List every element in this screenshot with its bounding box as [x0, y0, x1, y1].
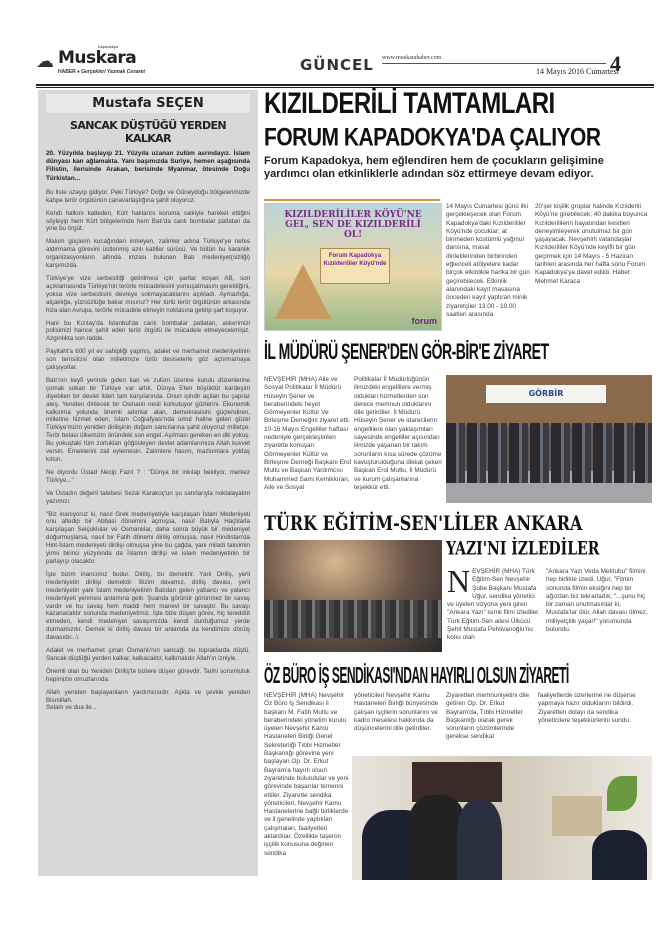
- person: [457, 800, 502, 880]
- article4-headline: ÖZ BÜRO İŞ SENDİKASI'NDAN HAYIRLI OLSUN ZİYARETİ: [264, 662, 569, 689]
- drop-cap: N: [447, 563, 471, 599]
- article3-col2: "Ankara Yazı Veda Mektubu" filmini hep birlikte izledi. Uğur, "Filmin sonunda filmin eksiğini hep bir ağızdan biz tekrarladık; "...şunu hiç bir zaman unutmasınlar ki, Mustafa'lar ölür, Allah davası ölmez, milliyetçilik yaşar!" yorumunda bulundu.: [546, 568, 648, 634]
- article4-office-photo: [352, 756, 652, 880]
- article4-col2: yöneticileri Nevşehir Kamu Hastaneleri Birliği bünyesinde çalışan işçilerin sorunlarını ve kadro meselesi hakkında da düşüncelerini dile getirdiler.: [354, 692, 439, 733]
- column-paragraph: Önemli olan bu Yeniden Diriliş'te bizlere düşen görevdir. Tarihi sorumluluk hepimizin omuzlarında.: [46, 667, 250, 683]
- website-url: www.muskarahaber.com: [382, 55, 442, 61]
- article1-headline-2: FORUM KAPADOKYA'DA ÇALIYOR: [264, 124, 601, 152]
- column-author: Mustafa SEÇEN: [46, 94, 250, 113]
- column-paragraph: Allah yeniden başlayanların yardımcısıdır. Aşkla ve şevkle yeniden Bismillah. Selam ve dua ile...: [46, 688, 250, 712]
- gorbir-sign: GÖRBİR: [486, 385, 606, 403]
- logo-sub: HABER ♦ Gerçekleri Yazmak Cesaret: [58, 69, 146, 75]
- header-rule: [36, 84, 654, 86]
- forum-logo: forum: [411, 316, 437, 326]
- column-lead: 20. Yüzyılda başlayıp 21. Yüzyıla uzanan zulüm asrındayız. İslam dünyası kan ağlamakta. Yanı başımızda Suriye, hemen aşağısında Filistin, ilerisinde Arakan, berisinde Myanmar, ötesinde Doğu Türkistan...: [46, 150, 250, 182]
- section-name: GÜNCEL: [300, 56, 374, 74]
- person: [592, 830, 647, 880]
- header-divider: [382, 63, 606, 64]
- article1-poster-image: [264, 203, 442, 331]
- logo-name: Muskara: [58, 48, 137, 68]
- page-number: 4: [610, 51, 621, 76]
- column-paragraph: "Biz inanıyoruz ki, nasıl Grek medeniyetiyle karşılaşan İslam Medeniyeti onu altedip bir Abbasi dönemini açmışsa, nasıl Batıyla Haçlılarla karşılaşan Selçuklular ve Osmanlılar, daha sonra büyük bir medeniyet doğurmuşlarsa, nasıl bir Fatih dönemi diriliş olmuşsa, nasıl Hindistan'da Hint-İslam medeniyeti dirilişi olmuşsa yine bu çağda, yani miladi takvimin yirmi birinci yüzyılında da İslamın dirilişi ve islam medeniyetinin bir parlayışı olacaktır.: [46, 510, 250, 565]
- logo-small-text: Kapadokya: [98, 44, 119, 49]
- issue-date: 14 Mayıs 2016 Cumartesi: [536, 67, 619, 76]
- article2-col1: NEVŞEHİR (MHA) Aile ve Sosyal Politikalar İl Müdürü Hüseyin Şener ve beraberindeki heyet Görmeyenler Kültür Ve Birleşme Demeğini ziyaret etti. 10-16 Mayıs Engelliler haftası nedeniyle gerçekleştirilen ziyarette konuşan Görmeyenler Kültür ve Birleşme Derneği Başkanı Erol Mutlu ve Başkan Yardımcısı Muhammed Sami Kemikkıran, Aile ve Sosyal: [264, 376, 352, 491]
- poster-info-box: [320, 248, 390, 284]
- article1-col2: 20'şer kişilik gruplar halinde Kızılderili Köyü'ne girebilecek; 40 dakika boyunca Kızılderililerin hayatından kesitleri deneyimleyerek unutulmaz bir gün yaşayacak. Nevşehirli vatandaşlar Kızılderililer Köyü'nde keyifli bir gün geçirmek için 14 Mayıs - 5 Haziran tarihleri arasında her hafta sonu Forum Kapadokya'ya davet edildi. Haber: Mehmet Karaca: [535, 203, 648, 285]
- article3-headline-2: YAZI'NI İZLEDİLER: [446, 538, 600, 560]
- column-paragraph: Ne diyordu Üstad Necip Fazıl ? : "Dünya bir inkılap bekliyor, merkez Türkiye...": [46, 468, 250, 484]
- column-paragraph: Malum güçlerin kucağından inmeyen, zalimler adına Türkiye'ye nefes aldırmama görevini üstlenmiş azılı katiller sürüsü. Ve bütün bu karanlık organizasyonların altında imzası bulunan Batı medeniyet(sizliği) karşımızda.: [46, 238, 250, 270]
- article3-headline-1: TÜRK EĞİTİM-SEN'LİLER ANKARA: [264, 511, 583, 535]
- column-body: [46, 189, 250, 713]
- article1-headline-1: KIZILDERİLİ TAMTAMLARI: [264, 86, 555, 121]
- logo-emblem-icon: ☁: [36, 51, 54, 71]
- column-paragraph: Adalet ve merhamet çınan Osmanlı'nın sancağı bu topraklarda düştü. Sancak düştüğü yerden kalkar, kalkacaktır, kalkmalıdır Allah'ın izniyle.: [46, 647, 250, 662]
- opinion-column: [38, 90, 258, 876]
- article4-col4: faaliyetlerde üzerlerine ne düşerse yapmaya hazır olduklarını bildirdi. Ziyaretten dolayı da sendika yöneticilere teşekkürlerini sundu.: [538, 692, 636, 724]
- article4-col3: Ziyaretten memnuniyetini dile getiren Op. Dr. Erkut Bayram'da, Tıbbi Hizmetler Başkanlığı olarak gerek sorunların çözümlerinde gerekse sendikal: [446, 692, 530, 741]
- article3-col1: [447, 563, 542, 643]
- column-paragraph: İşte bizim inancımız budur. Diriliş, bu demektir. Yani Diriliş, yerli medeniyetin dirilişi demektir. Bizim davamız, diriliş davası, yerli medeniyetin yani İslam medeniyetinin Batıdan gelen yabancı ve yalancı medeniyeti yenmesi anlamına gelir. Şuanda görünür görünmez bir savaş vardır ve bu savaş hem maddi hem manevi bir savaştır. Bu savaşı kazanacaktır sonunda medeniyetimiz. İşte bize düşen görev, hiç tereddüt etmeden, kendi medeniyet savaşımızda kendi durduğumuz yerde durmamızdır. Demek ki diriliş davası bir anlamda da kendimize dönüş davasıdır...\: [46, 570, 250, 642]
- desk: [552, 796, 602, 836]
- article1-col1: 14 Mayıs Cumartesi günü ilki gerçekleşecek olan Forum Kapadokya'daki Kızılderililer Köyü'nde çocuklar; at binmeden kostümlü yağmur dansına, masal dinletilerinden birbirinden eğlenceli atölyelere kadar birçok etkinlikle harika bir gün geçirebilecek. Etkinlik alanındaki kayıt masasına önceden kayıt yaptıran minik ziyaretçiler 13.00 - 19.00 saatleri arasında: [446, 203, 530, 318]
- article3-col1-text: EVŞEHİR (MHA) Türk Eğitim-Sen Nevşehir Şube Başkanı Mustafa Uğur, sendika yönetici ve üyeleri vizyona yeni giren "Ankara Yazı" isimli filmi izlediler. Türk Eğitim-Sen ailesi Ülkücü Şehit Mustafa Pehlivanoğlu'nu konu olan: [447, 568, 540, 642]
- column-paragraph: Türkiye'ye vize serbestliği getirilmesi için şartlar koşan AB, son açıklamasında Türkiye'nin terörle mücadelesini yumuşatmasını gerektiğini, yoksa vize serbestisini devreye sokmayacaklarını açıkladı. Aymazlığa, alçaklığa, yüzsüzlüğe bakar mısınız? Her türlü terör örgütünün arkasında hiza alan Avrupa, terörle mücadele etmeyin noktasına getirip şart koşuyor.: [46, 274, 250, 314]
- column-paragraph: Bu liste uzayıp gidiyor. Peki Türkiye? Doğu ve Güneydoğu bölgelerimizde kahpe terör örgütünün canavarlaştığına şahit oluyoruz.: [46, 188, 250, 204]
- article2-col2: Politikalar İl Müdürlüğünün ilimizdeki engellilere vermiş oldukları hizmetlerden son derece memnun olduklarını dile getirdiler. İl Müdürü Hüseyin Şener ve idarecilerin engellilere olan yaklaşımları sayesinde engelliler açısından ilimizde yaşanan bir takım sorunların kısa sürede çözüme kavuşturulduğuna dikkat çeken Başkan Erol Mutlu, İl Müdürü ve kurum çalışanlarına teşekkür etti.: [354, 376, 442, 491]
- plant: [607, 776, 637, 811]
- poster-title: KIZILDERİLİLER KÖYÜ'NE GEL, SEN DE KIZILDERİLİ OL!: [284, 210, 422, 240]
- column-paragraph: Kendi halkını katleden, Kürt haklarını koruma saikiyle hareket ettiğini söyleyip hem Kürt bölgelerinde hem Batı'da canlı bombalar patlatan da yine bu örgüt.: [46, 209, 250, 233]
- article2-headline: İL MÜDÜRÜ ŞENER'DEN GÖR-BİR'E ZİYARET: [264, 338, 549, 364]
- column-title: SANCAK DÜŞTÜĞÜ YERDEN KALKAR: [70, 119, 226, 145]
- article4-col1: NEVŞEHİR (MHA) Nevşehir Öz Büro İş Sendikası il başkanı M. Fatih Mutlu ve beraberindeki yönetim kurulu üyeleri Nevşehir Kamu Hastaneleri Birliği Genel Sekreterliği Tıbbi Hizmetler Başkanlığı görevine yeni başlayan Op. Dr. Erkut Bayram'a hayırlı olsun ziyaretinde bulundular ve yeni görevinde başarılar temenni ettiler. Ziyarette sendika yöneticileri, Nevşehir Kamu Hastanelerine bağlı birliklerde ve il genelinde yaptıkları çalışmaları, faaliyetleri aktardılar. Özellikle taşeron işçilik konusuna değinen sendika: [264, 692, 349, 857]
- column-paragraph: Batı'nın keyfi yerinde giden kan ve zulüm üzerine kurulu düzenlerine çomak sokan bir Türkiye var artık. Dünya 5'ten büyüktür kardeşim diyebilen bir devlet lideri tam karşılarında. Onun içindir açılan bu çapraz ateş. Yeniden dirilecek bir Osmanlı nesli korkutuyor gözlerini. Ekonomik kalkınma yolunda önemli adımlar atan, demokrasisini güçlendiren, milletine hizmet eden, İslam Coğrafyası'nda umut haline gelen güzel Türkiye'mizin yeniden dirilişinin doğum sancılarına şahit oluyoruz milletçe. Terör belası ülkemizin önündeki son engel. Aşılması gereken en dik yokuş. Bu yokuştaki tüm zorlukları göğüsleyen devlet adamlarımıza Allah kuvvet versin. Emeklerini zail eylemesin. Zalimlere hasım, mazlumlara yoldaş kılsın.: [46, 376, 250, 463]
- article2-group-photo: [446, 375, 652, 503]
- column-paragraph: Payitaht'a 600 yıl ev sahipliği yapmış, adalet ve merhamet medeniyetinin son temsilcisi olan milletimize türlü desiselerle göz açtırmamaya çalışıyorlar.: [46, 348, 250, 372]
- article1-subhead: Forum Kapadokya, hem eğlendiren hem de çocukların gelişimine yardımcı olan etkinliklerle adından söz ettirmeye devam ediyor.: [264, 155, 604, 180]
- column-paragraph: Ve Üstadın değerli talebesi Sezai Karakoç'un şu satırlarıyla noktalayalım yazımızı:: [46, 489, 250, 505]
- accent-rule: [264, 199, 440, 201]
- article3-cinema-photo: [264, 540, 442, 652]
- group-people: [264, 600, 442, 638]
- masthead-logo: [36, 44, 146, 76]
- column-paragraph: Hani bu Kızılay'da İstanbul'da canlı bombalar patlatan, askerimizi polisimizi haince şehit eden terör örgütü ile mücadele etmeyecekmişiz. Azgınlıkta son radde.: [46, 319, 250, 343]
- group-people: [446, 423, 652, 483]
- poster-info-text: Forum Kapadokya Kızılderililer Köyü'nde: [323, 253, 387, 267]
